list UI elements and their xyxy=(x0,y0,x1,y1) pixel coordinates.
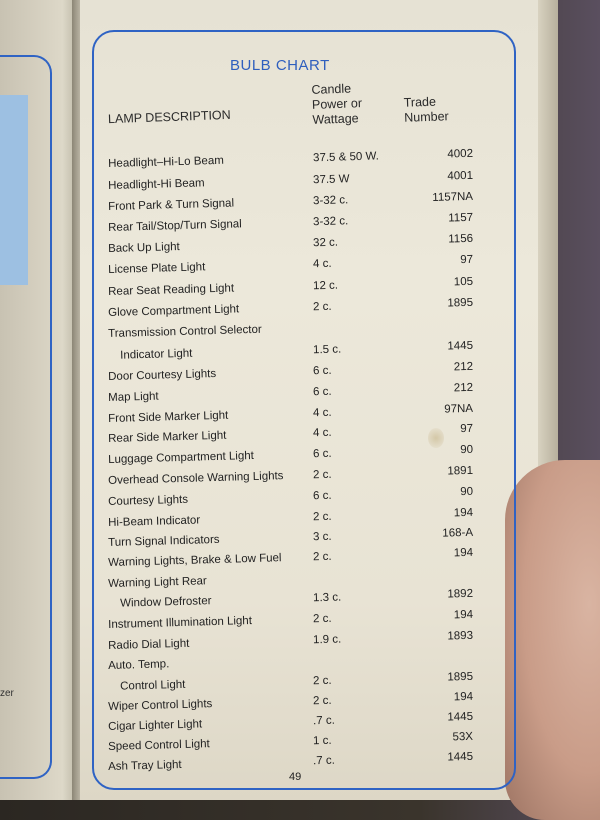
candle-power: 32 c. xyxy=(312,236,339,250)
trade-number: 97 xyxy=(460,422,474,436)
trade-number: 168-A xyxy=(442,526,474,540)
lamp-description: Headlight-Hi Beam xyxy=(108,177,205,192)
candle-power: 4 c. xyxy=(312,406,332,420)
trade-number: 1895 xyxy=(447,296,474,310)
lamp-description: Transmission Control Selector xyxy=(108,323,262,340)
lamp-description: Warning Light Rear xyxy=(108,575,207,590)
trade-number: 1891 xyxy=(447,464,474,478)
lamp-description: Overhead Console Warning Lights xyxy=(108,470,284,487)
candle-power: 2 c. xyxy=(312,550,332,564)
trade-number: 1895 xyxy=(447,670,474,684)
trade-number: 1445 xyxy=(447,339,474,353)
lamp-description: Rear Side Marker Light xyxy=(108,429,227,445)
lamp-description: Instrument Illumination Light xyxy=(108,614,253,631)
lamp-description: Turn Signal Indicators xyxy=(108,533,220,549)
lamp-description: Rear Tail/Stop/Turn Signal xyxy=(108,218,242,234)
candle-power: 6 c. xyxy=(312,364,332,378)
lamp-description: Auto. Temp. xyxy=(108,658,170,672)
trade-number xyxy=(425,650,473,651)
header-trade-number: Trade Number xyxy=(403,94,449,125)
lamp-description: Cigar Lighter Light xyxy=(108,718,203,733)
candle-power: 3-32 c. xyxy=(312,194,349,208)
candle-power: 2 c. xyxy=(312,694,332,708)
trade-number: 4002 xyxy=(447,147,474,161)
candle-power: 37.5 W xyxy=(312,173,350,187)
trade-number: 1445 xyxy=(447,750,474,764)
trade-number: 1445 xyxy=(447,710,474,724)
candle-power: 2 c. xyxy=(312,510,332,524)
candle-power: 12 c. xyxy=(312,279,339,293)
trade-number: 53X xyxy=(452,730,474,744)
candle-power: .7 c. xyxy=(312,714,335,728)
candle-power: 1.9 c. xyxy=(312,633,342,647)
lamp-description: Speed Control Light xyxy=(108,738,210,753)
lamp-description: Courtesy Lights xyxy=(108,493,189,508)
candle-power: 1 c. xyxy=(312,734,332,748)
lamp-description: Front Park & Turn Signal xyxy=(108,197,235,213)
candle-power: 2 c. xyxy=(312,674,332,688)
lamp-description: Warning Lights, Brake & Low Fuel xyxy=(108,552,282,569)
candle-power: 2 c. xyxy=(312,468,332,482)
candle-power: 4 c. xyxy=(312,257,332,271)
trade-number: 97 xyxy=(460,253,474,267)
candle-power: 1.3 c. xyxy=(312,591,342,605)
candle-power: 3-32 c. xyxy=(312,215,349,229)
trade-number: 212 xyxy=(453,360,474,374)
lamp-description: Wiper Control Lights xyxy=(108,698,213,713)
candle-power: 1.5 c. xyxy=(312,343,342,357)
lamp-description: Ash Tray Light xyxy=(108,758,182,773)
trade-number: 97NA xyxy=(444,402,474,416)
trade-number xyxy=(425,568,473,569)
candle-power: 4 c. xyxy=(312,426,332,440)
trade-number: 194 xyxy=(453,546,474,560)
trade-number: 1892 xyxy=(447,587,474,601)
candle-power: 6 c. xyxy=(312,489,332,503)
lamp-description: Rear Seat Reading Light xyxy=(108,282,235,298)
chart-title: BULB CHART xyxy=(230,57,330,74)
lamp-description: Front Side Marker Light xyxy=(108,409,229,425)
trade-number: 1893 xyxy=(447,629,474,643)
lamp-description: Back Up Light xyxy=(108,241,180,255)
header-lamp-description: LAMP DESCRIPTION xyxy=(107,107,231,127)
candle-power: 3 c. xyxy=(312,530,332,544)
lamp-description: Headlight–Hi-Lo Beam xyxy=(108,154,224,170)
trade-number xyxy=(425,318,473,319)
trade-number: 90 xyxy=(460,485,474,499)
lamp-description: Indicator Light xyxy=(119,347,193,362)
candle-power: 37.5 & 50 W. xyxy=(312,150,380,165)
trade-number: 194 xyxy=(453,690,474,704)
candle-power: 2 c. xyxy=(312,612,332,626)
header-candle-power: Candle Power or Wattage xyxy=(311,81,363,127)
candle-power: 6 c. xyxy=(312,385,332,399)
trade-number: 1157 xyxy=(448,211,474,225)
candle-power: .7 c. xyxy=(312,754,335,768)
trade-number: 212 xyxy=(453,381,474,395)
trade-number: 194 xyxy=(453,506,474,520)
lamp-description: Map Light xyxy=(108,390,159,404)
lamp-description: Radio Dial Light xyxy=(108,637,190,652)
trade-number: 1156 xyxy=(448,232,474,246)
left-page-fragment: zer xyxy=(0,688,14,699)
candle-power: 2 c. xyxy=(312,300,332,314)
page-number: 49 xyxy=(289,771,302,783)
lamp-description: Door Courtesy Lights xyxy=(108,367,217,383)
lamp-description: Window Defroster xyxy=(119,595,212,610)
lamp-description: Glove Compartment Light xyxy=(108,303,240,319)
trade-number: 90 xyxy=(460,443,474,457)
trade-number: 105 xyxy=(453,275,474,289)
trade-number: 194 xyxy=(453,608,474,622)
lamp-description: Control Light xyxy=(119,678,186,693)
lamp-description: License Plate Light xyxy=(108,261,206,276)
lamp-description: Hi-Beam Indicator xyxy=(108,514,201,529)
lamp-description: Luggage Compartment Light xyxy=(108,449,255,466)
trade-number: 1157NA xyxy=(432,190,474,204)
trade-number: 4001 xyxy=(447,169,474,183)
candle-power: 6 c. xyxy=(312,447,332,461)
